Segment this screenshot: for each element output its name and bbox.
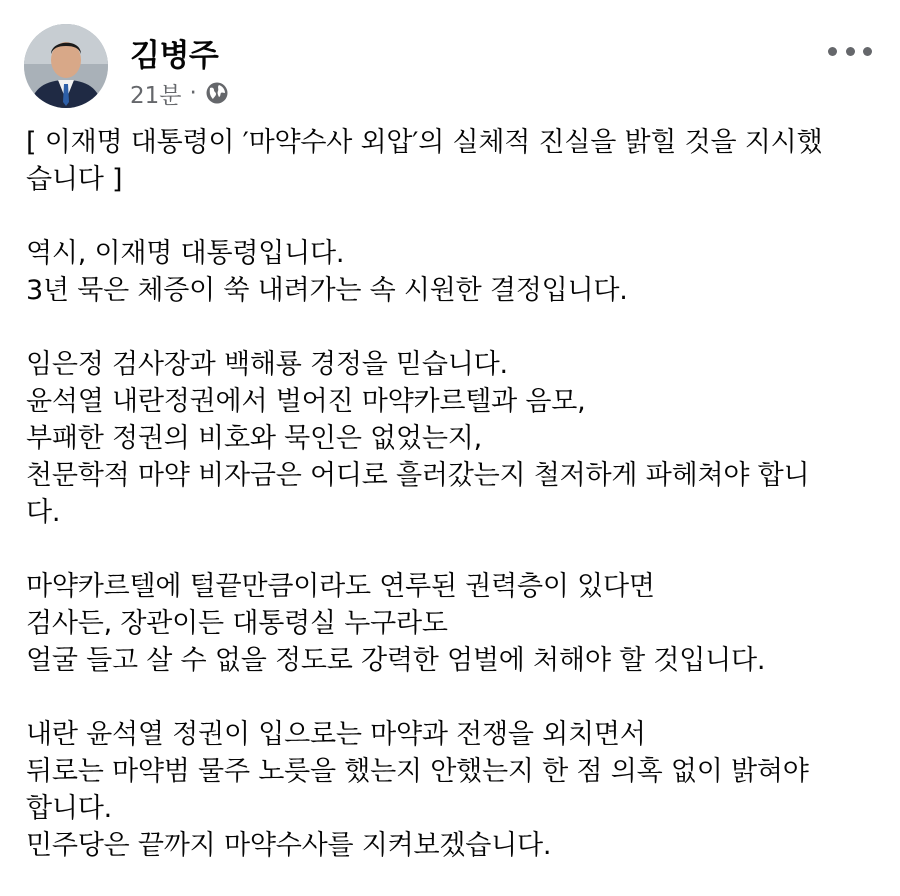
post-line: 합니다. [26,793,113,824]
post-line: 내란 윤석열 정권이 입으로는 마약과 전쟁을 외치면서 [26,719,646,750]
avatar-image [24,24,108,108]
post-line: 민주당은 끝까지 마약수사를 지켜보겠습니다. [26,830,552,861]
post-line: 부패한 정권의 비호와 묵인은 없었는지, [26,423,483,454]
post-line: 3년 묵은 체증이 쑥 내려가는 속 시원한 결정입니다. [26,275,628,306]
post-line: 습니다 ] [26,164,123,195]
post-paragraph [26,568,866,679]
post-header [24,24,876,114]
post-line: 검사든, 장관이든 대통령실 누구라도 [26,608,448,639]
post-paragraph [26,346,866,531]
post-paragraph [26,235,866,309]
more-dot [863,47,872,56]
post-paragraph [26,716,866,864]
post-body [26,124,866,864]
post-meta [130,78,229,108]
globe-icon[interactable] [205,81,229,105]
post-line: 마약카르텔에 털끝만큼이라도 연루된 권력층이 있다면 [26,571,655,602]
post-line: [ 이재명 대통령이 ′마약수사 외압′의 실체적 진실을 밝힐 것을 지시했 [26,127,823,158]
post-line: 뒤로는 마약범 물주 노릇을 했는지 안했는지 한 점 의혹 없이 밝혀야 [26,756,809,787]
post-time[interactable]: 21분 [130,82,182,109]
more-dot [828,47,837,56]
avatar[interactable] [24,24,108,108]
more-options-icon[interactable] [828,38,872,64]
post-line: 얼굴 들고 살 수 없을 정도로 강력한 엄벌에 처해야 할 것입니다. [26,645,766,676]
post-paragraph [26,124,866,198]
post-line: 다. [26,497,61,528]
post-line: 천문학적 마약 비자금은 어디로 흘러갔는지 철저하게 파헤쳐야 합니 [26,460,810,491]
post-line: 역시, 이재명 대통령입니다. [26,238,345,269]
post-line: 임은정 검사장과 백해룡 경정을 믿습니다. [26,349,508,380]
post-line: 윤석열 내란정권에서 벌어진 마약카르텔과 음모, [26,386,586,417]
author-name[interactable]: 김병주 [130,38,219,74]
more-dot [846,47,855,56]
meta-separator: · [189,80,197,106]
